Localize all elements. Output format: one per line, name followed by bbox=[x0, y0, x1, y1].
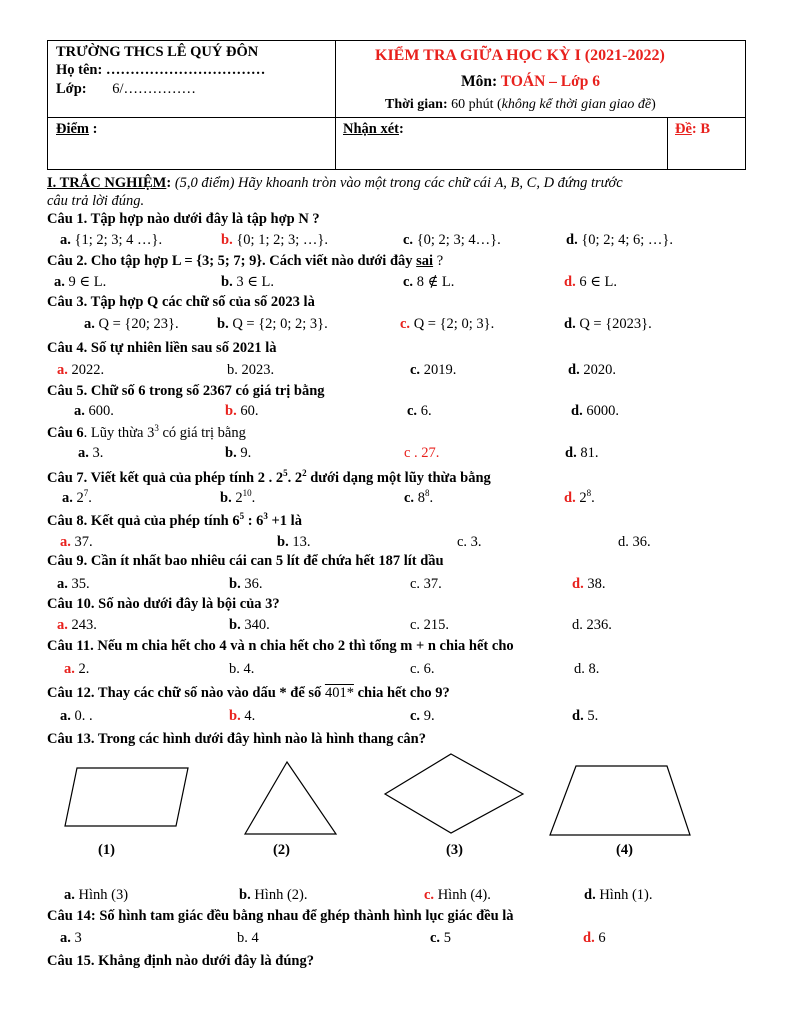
option-letter: a. bbox=[62, 490, 73, 506]
option-letter: a. bbox=[84, 316, 95, 332]
option-exponent: 8 bbox=[424, 488, 430, 499]
q13-option-c[interactable] bbox=[424, 887, 491, 904]
q6-text: . Lũy thừa 3 bbox=[83, 425, 155, 441]
option-text: . 4. bbox=[236, 661, 255, 677]
option-letter: a. bbox=[54, 274, 65, 290]
option-text: 8 bbox=[414, 490, 425, 506]
option-text: 9. bbox=[420, 708, 435, 724]
option-text: 243. bbox=[67, 617, 97, 633]
option-text: Q = {2023}. bbox=[575, 316, 652, 332]
option-text: 2019. bbox=[420, 362, 457, 378]
option-letter: c. bbox=[410, 708, 421, 724]
class-label: Lớp: bbox=[56, 81, 87, 97]
question-10: Câu 10. Số nào dưới đây là bội của 3? bbox=[47, 596, 280, 612]
q10-option-c[interactable]: c. 215. bbox=[410, 617, 450, 633]
q14-option-c[interactable] bbox=[430, 930, 451, 947]
q13-option-b[interactable] bbox=[239, 887, 308, 904]
option-text: 9 ∈ L. bbox=[64, 274, 107, 290]
figure-label-2: (2) bbox=[273, 842, 290, 858]
q7-text-3: dưới dạng một lũy thừa bằng bbox=[306, 470, 491, 486]
subject-value: TOÁN – Lớp 6 bbox=[500, 73, 600, 90]
option-text: Hình (1). bbox=[595, 887, 653, 903]
option-text: 36. bbox=[240, 576, 263, 592]
comment-label: Nhận xét bbox=[343, 121, 399, 137]
q12-text-2: chia hết cho 9? bbox=[353, 685, 450, 701]
section-title: I. TRẮC NGHIỆM bbox=[47, 175, 167, 191]
figure-triangle bbox=[245, 762, 336, 834]
option-text: 2. bbox=[74, 661, 90, 677]
q14-option-d[interactable] bbox=[583, 930, 606, 947]
option-letter: a. bbox=[60, 708, 71, 724]
time-close: ) bbox=[651, 97, 656, 112]
option-letter: d. bbox=[564, 316, 576, 332]
option-letter: c. bbox=[400, 316, 411, 332]
code-label: Đề bbox=[675, 121, 692, 137]
comment-colon: : bbox=[399, 121, 404, 137]
option-letter: d. bbox=[564, 490, 576, 506]
option-letter: a. bbox=[57, 576, 68, 592]
figure-label-3: (3) bbox=[446, 842, 463, 858]
option-text: Hình (4). bbox=[434, 887, 491, 903]
option-letter: a. bbox=[60, 534, 71, 550]
option-letter: c. bbox=[403, 274, 414, 290]
q12-text: Câu 12. Thay các chữ số nào vào dấu * để số bbox=[47, 685, 325, 701]
question-15: Câu 15. Khẳng định nào dưới đây là đúng? bbox=[47, 953, 314, 969]
option-letter: a. bbox=[78, 445, 89, 461]
option-text: . 4 bbox=[244, 930, 259, 946]
figure-rhombus bbox=[385, 754, 523, 833]
option-letter: c. bbox=[404, 490, 415, 506]
option-letter: c. bbox=[410, 362, 421, 378]
option-letter: d. bbox=[571, 403, 583, 419]
option-letter: b. bbox=[229, 708, 241, 724]
section-instruction: (5,0 điểm) Hãy khoanh tròn vào một trong các chữ cái A, B, C, D đứng trước bbox=[171, 175, 623, 191]
option-letter: b. bbox=[229, 576, 241, 592]
q6-option-c[interactable]: c . 27. bbox=[404, 445, 440, 461]
option-text: 0. . bbox=[70, 708, 93, 724]
question-5: Câu 5. Chữ số 6 trong số 2367 có giá trị bằng bbox=[47, 383, 325, 399]
option-text: 60. bbox=[236, 403, 259, 419]
option-letter: a. bbox=[64, 661, 75, 677]
q8-exp-1: 5 bbox=[239, 511, 245, 522]
option-letter: b bbox=[229, 661, 237, 677]
option-letter: a. bbox=[57, 617, 68, 633]
option-text: 2022. bbox=[67, 362, 105, 378]
exam-title: KIỂM TRA GIỮA HỌC KỲ I (2021-2022) bbox=[375, 47, 665, 64]
option-letter: a. bbox=[60, 930, 71, 946]
option-text: 5 bbox=[440, 930, 451, 946]
option-text: 600. bbox=[84, 403, 114, 419]
option-text: 3 bbox=[70, 930, 82, 946]
option-text: 6 bbox=[594, 930, 606, 946]
q8-option-d[interactable]: d. 36. bbox=[618, 534, 651, 550]
option-text: 2 bbox=[231, 490, 243, 506]
q8-exp-2: 3 bbox=[263, 511, 268, 522]
q8-text: Câu 8. Kết quả của phép tính 6 bbox=[47, 513, 240, 529]
q8-text-2: : 6 bbox=[244, 513, 264, 529]
option-text: Q = {2; 0; 3}. bbox=[410, 316, 495, 332]
option-text: {1; 2; 3; 4 …}. bbox=[70, 232, 163, 248]
option-text: Q = {20; 23}. bbox=[94, 316, 179, 332]
option-letter: b. bbox=[217, 316, 229, 332]
q7-text-2: . 2 bbox=[287, 470, 303, 486]
q11-option-c[interactable]: c. 6. bbox=[410, 661, 435, 677]
section-colon: : bbox=[166, 175, 172, 191]
q6-exponent: 3 bbox=[154, 423, 159, 434]
q7-exp-2: 2 bbox=[302, 468, 307, 479]
option-letter: a. bbox=[60, 232, 71, 248]
option-letter: b. bbox=[221, 274, 233, 290]
option-letter: d. bbox=[568, 362, 580, 378]
q2-number: Câu 2 bbox=[47, 253, 84, 269]
option-text: {0; 1; 2; 3; …}. bbox=[232, 232, 328, 248]
option-exponent: 10 bbox=[242, 488, 252, 499]
q14-option-a[interactable] bbox=[60, 930, 82, 947]
option-text: 5. bbox=[583, 708, 599, 724]
option-letter: d. bbox=[583, 930, 595, 946]
school-name: TRƯỜNG THCS LÊ QUÝ ĐÔN bbox=[56, 44, 259, 60]
figure-label-1: (1) bbox=[98, 842, 115, 858]
option-exponent: 7 bbox=[83, 488, 89, 499]
q13-option-a[interactable] bbox=[64, 887, 128, 904]
option-letter: a. bbox=[64, 887, 75, 903]
time-value: 60 phút ( bbox=[451, 97, 502, 112]
q8-option-c[interactable]: c. 3. bbox=[457, 534, 482, 550]
option-text: 6 ∈ L. bbox=[575, 274, 618, 290]
option-letter: a. bbox=[57, 362, 68, 378]
time-label: Thời gian: bbox=[385, 97, 448, 112]
option-letter: d. bbox=[566, 232, 578, 248]
option-letter: c. bbox=[430, 930, 441, 946]
option-letter: d. bbox=[584, 887, 596, 903]
q11-option-d[interactable]: d. 8. bbox=[574, 661, 600, 677]
section-instruction-2: câu trả lời đúng. bbox=[47, 193, 145, 209]
question-13: Câu 13. Trong các hình dưới đây hình nào là hình thang cân? bbox=[47, 731, 426, 747]
option-letter: b. bbox=[220, 490, 232, 506]
option-text: 6000. bbox=[582, 403, 619, 419]
option-text: 9. bbox=[236, 445, 252, 461]
option-end: . bbox=[88, 490, 92, 506]
q10-option-d[interactable]: d. 236. bbox=[572, 617, 612, 633]
option-text: {0; 2; 3; 4…}. bbox=[413, 232, 501, 248]
option-letter: a. bbox=[74, 403, 85, 419]
option-letter: b. bbox=[225, 403, 237, 419]
q8-text-3: +1 là bbox=[267, 513, 302, 529]
option-letter: b. bbox=[229, 617, 241, 633]
q7-exp-1: 5 bbox=[283, 468, 288, 479]
option-text: 3. bbox=[88, 445, 104, 461]
option-text: 8 ∉ L. bbox=[413, 274, 455, 290]
option-text: Hình (3) bbox=[74, 887, 129, 903]
option-letter: c. bbox=[407, 403, 418, 419]
question-11: Câu 11. Nếu m chia hết cho 4 và n chia hết cho 2 thì tổng m + n chia hết cho bbox=[47, 638, 514, 654]
question-14: Câu 14: Số hình tam giác đều bằng nhau để ghép thành hình lục giác đều là bbox=[47, 908, 514, 924]
q13-option-d[interactable] bbox=[584, 887, 653, 904]
option-text: 2 bbox=[575, 490, 587, 506]
q14-option-b[interactable] bbox=[237, 930, 259, 947]
option-text: 38. bbox=[583, 576, 606, 592]
question-1: Câu 1. Tập hợp nào dưới đây là tập hợp N ? bbox=[47, 211, 320, 227]
code-value: : B bbox=[691, 121, 711, 137]
q2-end: ? bbox=[433, 253, 444, 269]
question-9: Câu 9. Cần ít nhất bao nhiêu cái can 5 lít để chứa hết 187 lít dầu bbox=[47, 553, 444, 569]
option-letter: b. bbox=[225, 445, 237, 461]
class-value: 6/…………… bbox=[112, 81, 196, 97]
option-text: Q = {2; 0; 2; 3}. bbox=[228, 316, 328, 332]
option-letter: d. bbox=[564, 274, 576, 290]
option-exponent: 8 bbox=[586, 488, 592, 499]
q2-emphasis: sai bbox=[416, 253, 434, 269]
option-letter: b. bbox=[277, 534, 289, 550]
option-text: 6. bbox=[417, 403, 432, 419]
option-text: 13. bbox=[288, 534, 311, 550]
figure-label-4: (4) bbox=[616, 842, 633, 858]
option-text: 340. bbox=[240, 617, 270, 633]
option-letter: c. bbox=[424, 887, 435, 903]
option-text: Hình (2). bbox=[250, 887, 308, 903]
option-text: 3 ∈ L. bbox=[232, 274, 275, 290]
option-text: 35. bbox=[67, 576, 90, 592]
question-4: Câu 4. Số tự nhiên liền sau số 2021 là bbox=[47, 340, 277, 356]
subject-label: Môn: bbox=[461, 73, 498, 90]
option-letter: d. bbox=[572, 708, 584, 724]
figure-parallelogram bbox=[65, 768, 188, 826]
q12-number-overline: 401* bbox=[324, 685, 354, 701]
q9-option-c[interactable]: c. 37. bbox=[410, 576, 442, 592]
option-text: 81. bbox=[576, 445, 599, 461]
name-label: Họ tên: …………………………… bbox=[56, 62, 266, 78]
option-text: 37. bbox=[70, 534, 93, 550]
option-letter: c. bbox=[403, 232, 414, 248]
option-text: 4. bbox=[240, 708, 256, 724]
option-text: 2 bbox=[72, 490, 84, 506]
score-label: Điểm bbox=[56, 121, 90, 137]
option-end: . bbox=[591, 490, 595, 506]
option-end: . bbox=[251, 490, 256, 506]
option-letter: d. bbox=[572, 576, 584, 592]
option-letter: b. bbox=[221, 232, 233, 248]
option-letter: b. bbox=[239, 887, 251, 903]
option-end: . bbox=[429, 490, 434, 506]
option-text: 2020. bbox=[579, 362, 616, 378]
q6-number: Câu 6 bbox=[47, 425, 84, 441]
option-letter: d. bbox=[565, 445, 577, 461]
q7-text: Câu 7. Viết kết quả của phép tính 2 . 2 bbox=[47, 470, 284, 486]
figure-trapezoid bbox=[550, 766, 690, 835]
question-3: Câu 3. Tập hợp Q các chữ số của số 2023 là bbox=[47, 294, 315, 310]
score-colon: : bbox=[89, 121, 98, 137]
q2-text: . Cho tập hợp L = {3; 5; 7; 9}. Cách viết nào dưới đây bbox=[83, 253, 417, 269]
q4-option-b[interactable]: b. 2023. bbox=[227, 362, 275, 378]
option-text: {0; 2; 4; 6; …}. bbox=[577, 232, 673, 248]
q6-text-end: có giá trị bằng bbox=[158, 425, 246, 441]
option-letter: b bbox=[237, 930, 245, 946]
time-note: không kể thời gian giao đề bbox=[501, 97, 652, 112]
